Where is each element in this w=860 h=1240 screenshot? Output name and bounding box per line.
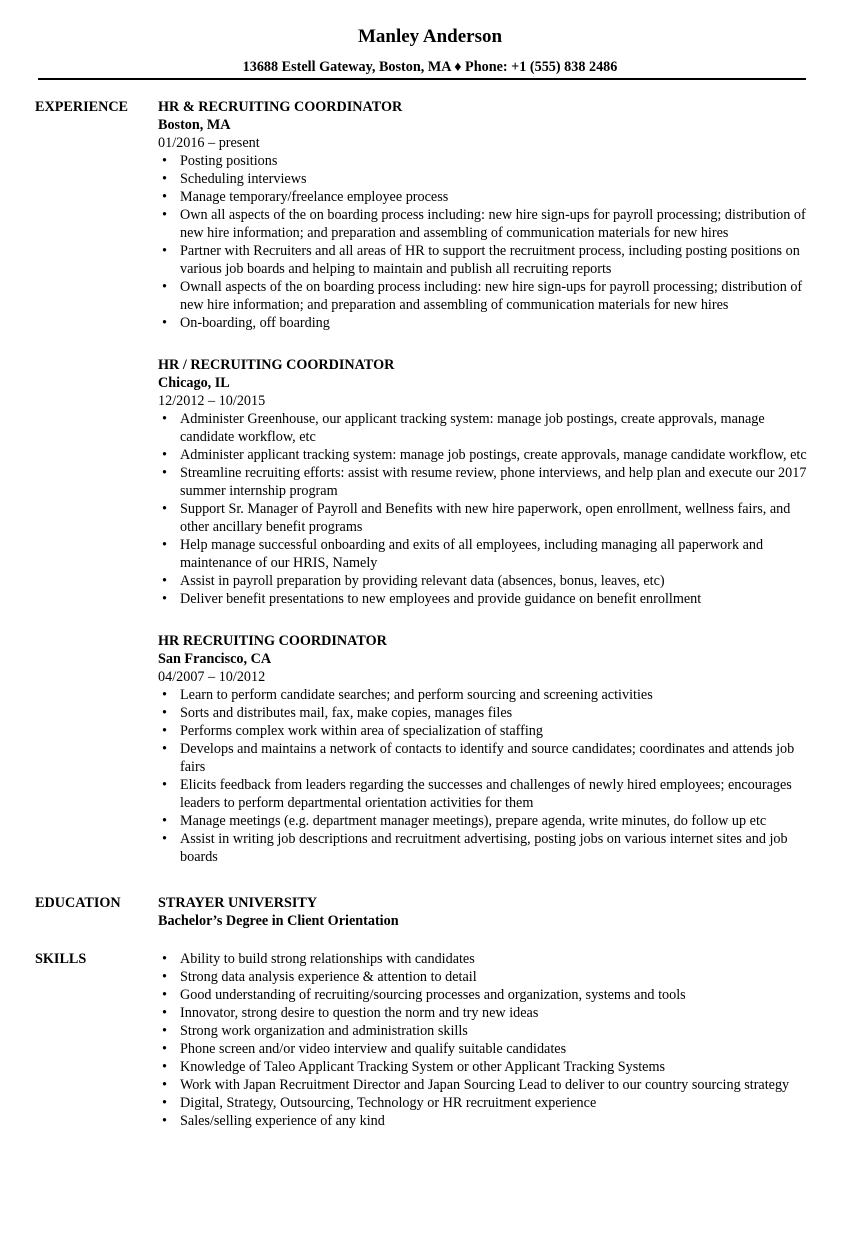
skill-item: • Sales/selling experience of any kind [158, 1112, 820, 1130]
job-dates: 04/2007 – 10/2012 [158, 669, 266, 685]
bullet-item: • Develops and maintains a network of contacts to identify and source candidates; coordinates and attends job fairs [158, 740, 820, 776]
bullet-item: • Partner with Recruiters and all areas of HR to support the recruitment process, including posting positions on various job boards and helping to maintain and publish all recruiting reports [158, 242, 820, 278]
header-divider [38, 78, 806, 80]
education-section [0, 894, 860, 930]
bullet-item: • Elicits feedback from leaders regarding the successes and challenges of newly hired employees; encourages leaders to perform departmental orientation activities for them [158, 776, 820, 812]
bullet-item: • Performs complex work within area of specialization of staffing [158, 722, 820, 740]
contact-line: 13688 Estell Gateway, Boston, MA ♦ Phone: +1 (555) 838 2486 [242, 59, 618, 75]
bullet-item: • Posting positions [158, 152, 820, 170]
skill-item: • Innovator, strong desire to question the norm and try new ideas [158, 1004, 820, 1022]
bullet-item: • Manage temporary/freelance employee process [158, 188, 820, 206]
bullet-item: • Administer applicant tracking system: manage job postings, create approvals, manage candidate workflow, etc [158, 446, 820, 464]
job-bullets [158, 410, 820, 608]
job-bullets [158, 686, 820, 866]
bullet-item: • Help manage successful onboarding and exits of all employees, including managing all paperwork and maintenance of our HRIS, Namely [158, 536, 820, 572]
skill-item: • Phone screen and/or video interview and qualify suitable candidates [158, 1040, 820, 1058]
skill-item: • Good understanding of recruiting/sourcing processes and organization, systems and tools [158, 986, 820, 1004]
skills-list [158, 950, 820, 1130]
skill-item: • Digital, Strategy, Outsourcing, Technology or HR recruitment experience [158, 1094, 820, 1112]
job-entry [158, 356, 820, 608]
job-location: San Francisco, CA [158, 651, 272, 667]
experience-section [0, 98, 860, 866]
bullet-item: • Administer Greenhouse, our applicant tracking system: manage job postings, create approvals, manage candidate workflow, etc [158, 410, 820, 446]
skills-section [0, 950, 860, 1130]
job-dates: 01/2016 – present [158, 135, 260, 151]
job-bullets [158, 152, 820, 332]
resume-header [0, 0, 860, 76]
school-name: STRAYER UNIVERSITY [158, 895, 318, 911]
bullet-item: • Assist in payroll preparation by providing relevant data (absences, bonus, leaves, etc) [158, 572, 820, 590]
bullet-item: • Ownall aspects of the on boarding process including: new hire sign-ups for payroll processing; distribution of new hire information; and preparation and assembling of communication materials for new hires [158, 278, 820, 314]
skill-item: • Strong work organization and administration skills [158, 1022, 820, 1040]
section-label-education: EDUCATION [35, 895, 121, 911]
job-title: HR & RECRUITING COORDINATOR [158, 99, 403, 115]
section-label-experience: EXPERIENCE [35, 99, 129, 115]
job-entry [158, 632, 820, 866]
bullet-item: • Streamline recruiting efforts: assist with resume review, phone interviews, and help plan and execute our 2017 summer internship program [158, 464, 820, 500]
bullet-item: • Own all aspects of the on boarding process including: new hire sign-ups for payroll processing; distribution of new hire information; and preparation and assembling of communication materials for new hires [158, 206, 820, 242]
bullet-item: • Manage meetings (e.g. department manager meetings), prepare agenda, write minutes, do follow up etc [158, 812, 820, 830]
job-dates: 12/2012 – 10/2015 [158, 393, 266, 409]
degree: Bachelor’s Degree in Client Orientation [158, 913, 399, 929]
bullet-item: • Scheduling interviews [158, 170, 820, 188]
bullet-item: • Deliver benefit presentations to new employees and provide guidance on benefit enrollment [158, 590, 820, 608]
bullet-item: • Assist in writing job descriptions and recruitment advertising, posting jobs on various internet sites and job boards [158, 830, 820, 866]
candidate-name: Manley Anderson [357, 26, 503, 47]
job-title: HR RECRUITING COORDINATOR [158, 633, 387, 649]
job-location: Chicago, IL [158, 375, 230, 391]
skill-item: • Work with Japan Recruitment Director and Japan Sourcing Lead to deliver to our country sourcing strategy [158, 1076, 820, 1094]
bullet-item: • Sorts and distributes mail, fax, make copies, manages files [158, 704, 820, 722]
skill-item: • Strong data analysis experience & attention to detail [158, 968, 820, 986]
skill-item: • Knowledge of Taleo Applicant Tracking System or other Applicant Tracking Systems [158, 1058, 820, 1076]
skill-item: • Ability to build strong relationships with candidates [158, 950, 820, 968]
job-location: Boston, MA [158, 117, 231, 133]
bullet-item: • Learn to perform candidate searches; and perform sourcing and screening activities [158, 686, 820, 704]
bullet-item: • On-boarding, off boarding [158, 314, 820, 332]
section-label-skills: SKILLS [35, 951, 87, 967]
bullet-item: • Support Sr. Manager of Payroll and Benefits with new hire paperwork, open enrollment, wellness fairs, and other ancillary benefit programs [158, 500, 820, 536]
job-entry [158, 98, 820, 332]
job-title: HR / RECRUITING COORDINATOR [158, 357, 395, 373]
